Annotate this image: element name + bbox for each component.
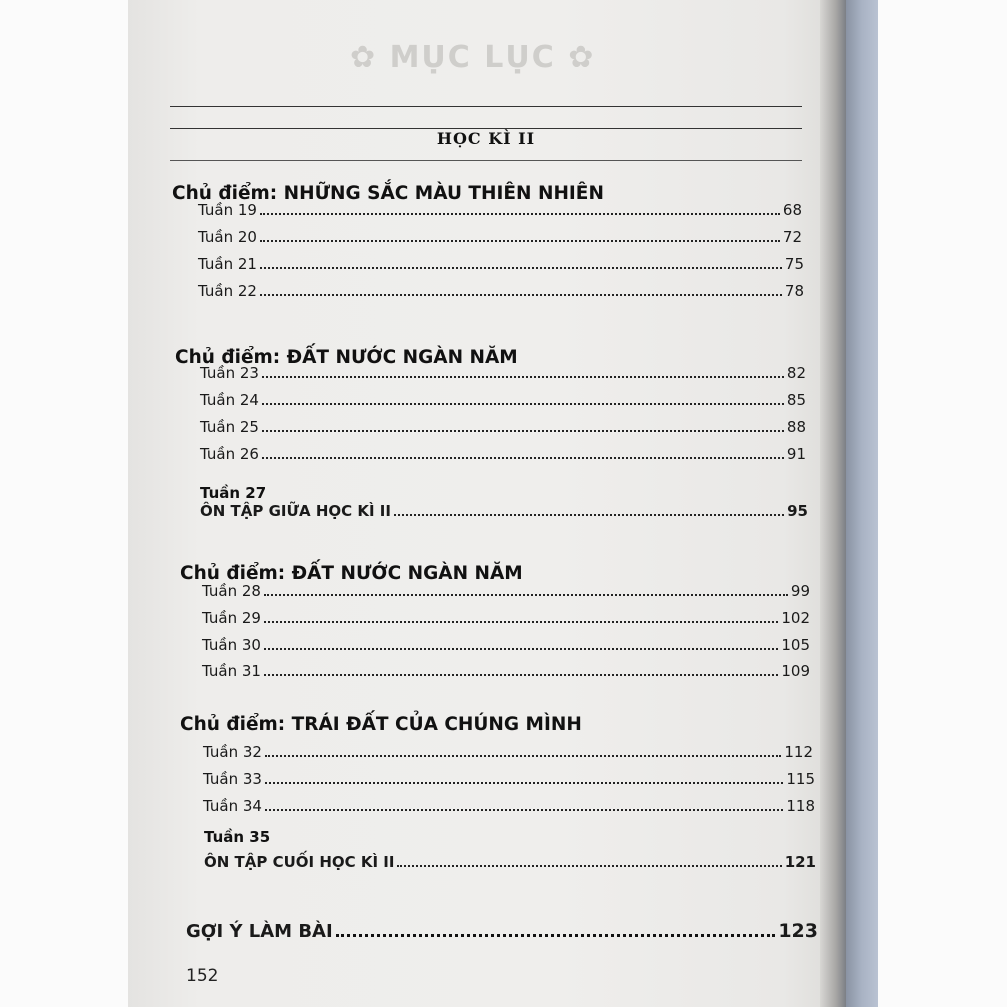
toc-final-row[interactable]: [186, 920, 818, 948]
toc-row-label: Tuần 24: [200, 391, 259, 409]
page-edge-shadow: [820, 0, 846, 1007]
toc-row-page: 99: [790, 582, 810, 600]
toc-row-page: 95: [787, 502, 808, 520]
dot-leader: [397, 864, 781, 867]
toc-row-page: 105: [781, 636, 810, 654]
toc-row-page: 115: [786, 770, 815, 788]
book-cover-edge: [846, 0, 878, 1007]
background-right: [878, 0, 1007, 1007]
lower-divider: [170, 160, 802, 161]
dot-leader: [264, 620, 778, 623]
toc-row-label: Tuần 29: [202, 609, 261, 627]
toc-row-label: GỢI Ý LÀM BÀI: [186, 921, 333, 942]
toc-row-label: Tuần 23: [200, 364, 259, 382]
toc-row[interactable]: [202, 582, 810, 604]
toc-row-page: 82: [786, 364, 806, 382]
toc-row[interactable]: [202, 609, 810, 631]
toc-week-heading[interactable]: Tuần 35: [204, 828, 271, 846]
toc-row[interactable]: [198, 201, 802, 223]
toc-row[interactable]: [203, 797, 815, 819]
toc-row-page: 85: [786, 391, 806, 409]
toc-row-label: Tuần 19: [198, 201, 257, 219]
dot-leader: [336, 933, 776, 937]
toc-row[interactable]: [200, 445, 806, 467]
toc-row-label: Tuần 25: [200, 418, 259, 436]
toc-row-label: Tuần 26: [200, 445, 259, 463]
section-title: Chủ điểm: ĐẤT NƯỚC NGÀN NĂM: [180, 563, 523, 584]
toc-review-row[interactable]: [204, 853, 816, 875]
toc-row[interactable]: [198, 282, 804, 304]
toc-review-row[interactable]: [200, 502, 808, 524]
dot-leader: [262, 402, 784, 405]
dot-leader: [262, 456, 784, 459]
dot-leader: [265, 781, 783, 784]
toc-row-label: Tuần 32: [203, 743, 262, 761]
dot-leader: [260, 239, 780, 242]
section-title: Chủ điểm: NHỮNG SẮC MÀU THIÊN NHIÊN: [172, 183, 604, 204]
toc-row-label: Tuần 28: [202, 582, 261, 600]
toc-week-heading[interactable]: Tuần 27: [200, 484, 267, 502]
toc-row-page: 78: [784, 282, 804, 300]
dot-leader: [265, 808, 783, 811]
dot-leader: [394, 513, 784, 516]
dot-leader: [260, 266, 782, 269]
toc-row-page: 123: [778, 920, 818, 942]
toc-row-label: ÔN TẬP CUỐI HỌC KÌ II: [204, 853, 395, 871]
toc-row-page: 88: [786, 418, 806, 436]
top-rule: [170, 106, 802, 107]
toc-row-label: Tuần 20: [198, 228, 257, 246]
dot-leader: [264, 593, 788, 596]
toc-row-label: Tuần 30: [202, 636, 261, 654]
toc-row[interactable]: [198, 228, 802, 250]
dot-leader: [262, 375, 784, 378]
toc-row[interactable]: [200, 364, 806, 386]
dot-leader: [260, 212, 780, 215]
background-left: [0, 0, 128, 1007]
toc-row-page: 121: [784, 853, 816, 871]
toc-row[interactable]: [198, 255, 804, 277]
dot-leader: [265, 754, 781, 757]
toc-row-page: 118: [786, 797, 815, 815]
toc-row-page: 75: [784, 255, 804, 273]
dot-leader: [264, 647, 778, 650]
toc-row-page: 68: [782, 201, 802, 219]
toc-row-page: 72: [782, 228, 802, 246]
toc-row[interactable]: [202, 636, 810, 658]
toc-row[interactable]: [203, 770, 815, 792]
toc-row[interactable]: [203, 743, 813, 765]
term-title: HỌC KÌ II: [436, 129, 536, 148]
dot-leader: [262, 429, 784, 432]
show-through-title: ✿ MỤC LỤC ✿: [350, 40, 596, 75]
toc-row-label: Tuần 31: [202, 662, 261, 680]
toc-row-label: Tuần 34: [203, 797, 262, 815]
dot-leader: [264, 673, 778, 676]
dot-leader: [260, 293, 782, 296]
toc-row-page: 112: [784, 743, 813, 761]
toc-row-label: Tuần 33: [203, 770, 262, 788]
toc-row-page: 109: [781, 662, 810, 680]
section-title: Chủ điểm: ĐẤT NƯỚC NGÀN NĂM: [175, 347, 518, 368]
section-title: Chủ điểm: TRÁI ĐẤT CỦA CHÚNG MÌNH: [180, 714, 582, 735]
toc-row-label: Tuần 21: [198, 255, 257, 273]
toc-row-label: Tuần 22: [198, 282, 257, 300]
toc-row-page: 91: [786, 445, 806, 463]
toc-row[interactable]: [200, 418, 806, 440]
page-number: 152: [186, 966, 219, 986]
toc-row-page: 102: [781, 609, 810, 627]
toc-row-label: ÔN TẬP GIỮA HỌC KÌ II: [200, 502, 391, 520]
toc-row[interactable]: [200, 391, 806, 413]
toc-row[interactable]: [202, 662, 810, 684]
